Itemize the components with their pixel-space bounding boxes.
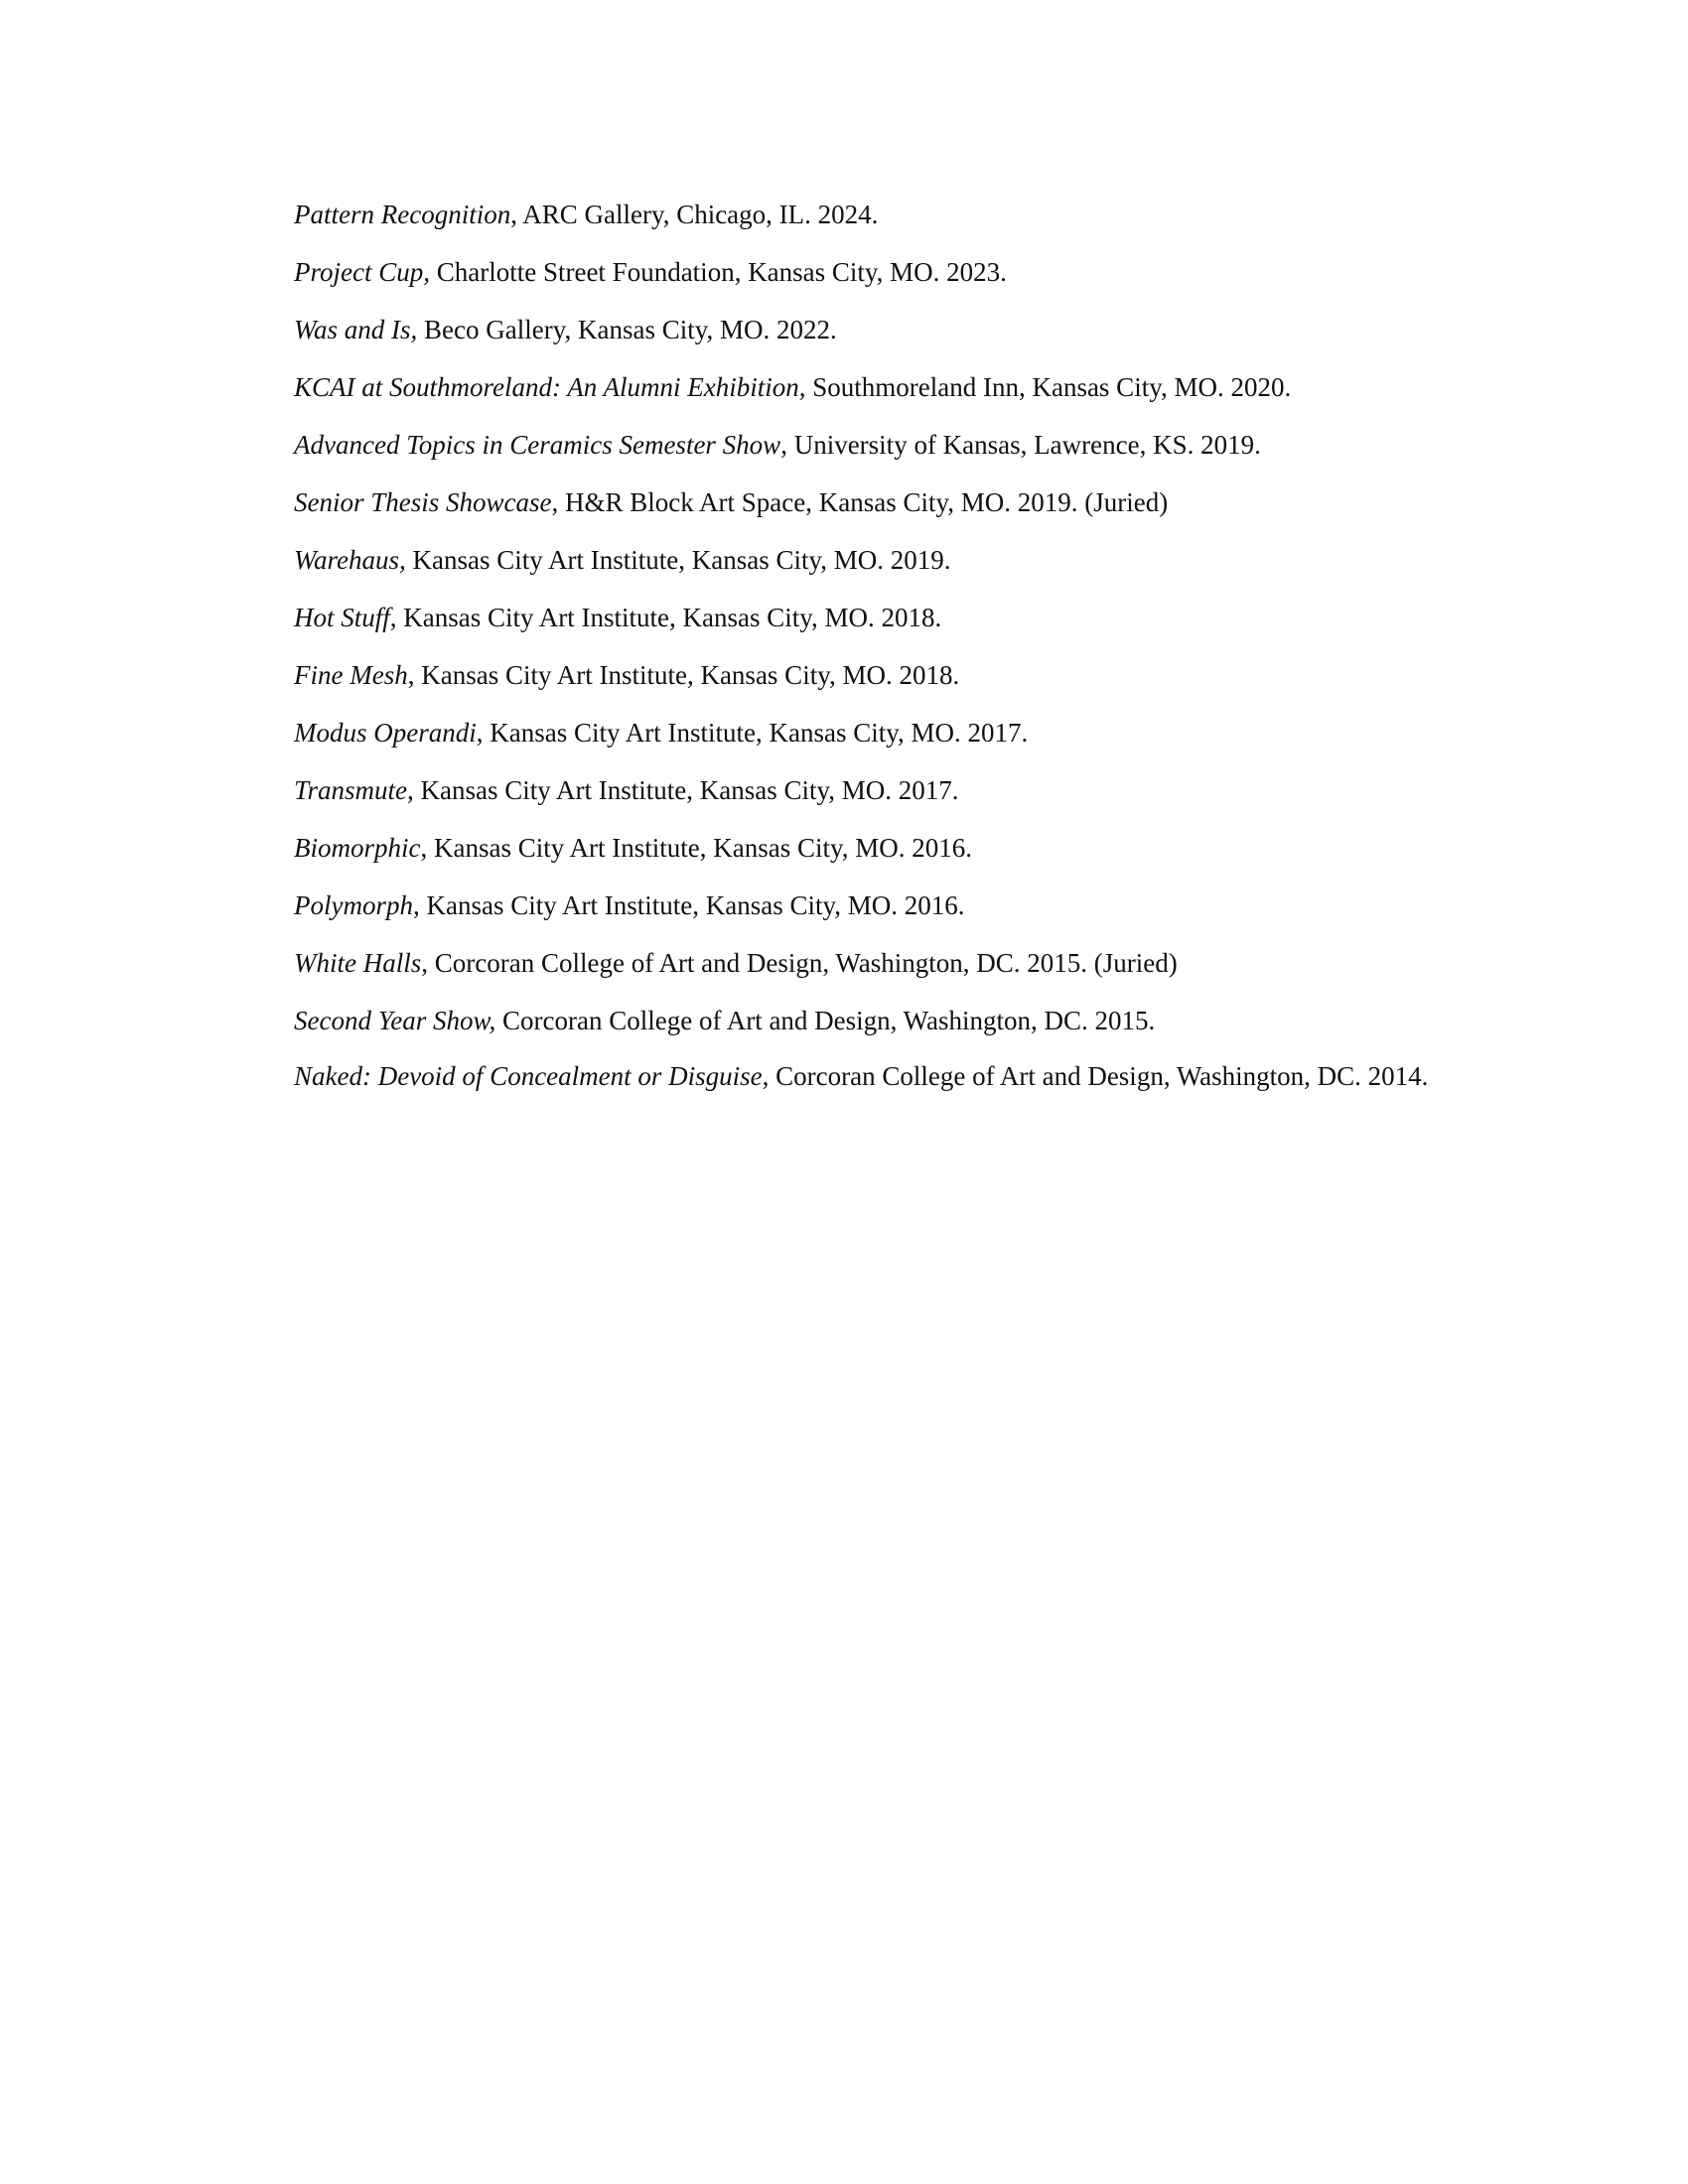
separator <box>495 1006 502 1035</box>
exhibition-title: Second Year Show, <box>294 1006 496 1035</box>
exhibition-title: Was and Is, <box>294 315 418 344</box>
separator: , <box>780 430 794 460</box>
exhibition-list <box>294 195 1466 1094</box>
exhibition-details: Southmoreland Inn, Kansas City, MO. 2020. <box>812 372 1292 402</box>
exhibition-details: Corcoran College of Art and Design, Washington, DC. 2015. <box>502 1006 1156 1035</box>
exhibition-title: Hot Stuff <box>294 603 390 632</box>
separator: , <box>421 948 435 978</box>
exhibition-title: Transmute <box>294 775 408 805</box>
exhibition-title: Naked: Devoid of Concealment or Disguise <box>294 1061 763 1091</box>
exhibition-details: Kansas City Art Institute, Kansas City, MO. 2016. <box>426 890 965 920</box>
list-item <box>294 1058 1466 1094</box>
exhibition-title: Project Cup, <box>294 257 430 287</box>
exhibition-title: Biomorphic <box>294 833 421 863</box>
list-item <box>294 598 1466 655</box>
list-item <box>294 886 1466 943</box>
list-item <box>294 195 1466 252</box>
exhibition-title: Modus Operandi <box>294 718 477 748</box>
separator <box>430 257 437 287</box>
separator: , <box>412 890 427 920</box>
list-item <box>294 655 1466 713</box>
exhibition-details: Charlotte Street Foundation, Kansas City, MO. 2023. <box>436 257 1007 287</box>
list-item <box>294 252 1466 310</box>
list-item <box>294 310 1466 367</box>
separator: , <box>551 487 565 517</box>
exhibition-title: Senior Thesis Showcase <box>294 487 552 517</box>
list-item <box>294 1001 1466 1058</box>
exhibition-title: KCAI at Southmoreland: An Alumni Exhibition, <box>294 372 806 402</box>
separator: , <box>389 603 404 632</box>
exhibition-details: Corcoran College of Art and Design, Washington, DC. 2015. (Juried) <box>434 948 1178 978</box>
exhibition-details: Beco Gallery, Kansas City, MO. 2022. <box>424 315 837 344</box>
exhibition-details: H&R Block Art Space, Kansas City, MO. 2019. (Juried) <box>565 487 1169 517</box>
exhibition-details: Kansas City Art Institute, Kansas City, MO. 2019. <box>412 545 951 575</box>
separator: , <box>407 775 421 805</box>
separator: , <box>762 1061 776 1091</box>
exhibition-details: Kansas City Art Institute, Kansas City, MO. 2018. <box>403 603 942 632</box>
exhibition-title: Fine Mesh <box>294 660 408 690</box>
exhibition-details: Kansas City Art Institute, Kansas City, MO. 2017. <box>490 718 1029 748</box>
separator: , <box>510 200 523 229</box>
exhibition-title: Pattern Recognition <box>294 200 511 229</box>
list-item <box>294 540 1466 598</box>
exhibition-details: University of Kansas, Lawrence, KS. 2019. <box>793 430 1261 460</box>
list-item <box>294 425 1466 482</box>
exhibition-details: ARC Gallery, Chicago, IL. 2024. <box>522 200 879 229</box>
separator: , <box>476 718 491 748</box>
exhibition-title: Advanced Topics in Ceramics Semester Show <box>294 430 781 460</box>
exhibition-details: Kansas City Art Institute, Kansas City, MO. 2016. <box>434 833 972 863</box>
list-item <box>294 943 1466 1001</box>
exhibition-title: Warehaus, <box>294 545 406 575</box>
exhibition-details: Kansas City Art Institute, Kansas City, MO. 2017. <box>420 775 959 805</box>
exhibition-title: Polymorph <box>294 890 413 920</box>
exhibition-title: White Halls <box>294 948 422 978</box>
list-item <box>294 770 1466 828</box>
list-item <box>294 367 1466 425</box>
list-item <box>294 828 1466 886</box>
exhibition-details: Corcoran College of Art and Design, Washington, DC. 2014. <box>775 1061 1429 1091</box>
separator: , <box>407 660 422 690</box>
separator <box>406 545 413 575</box>
list-item <box>294 713 1466 770</box>
separator: , <box>420 833 434 863</box>
exhibition-details: Kansas City Art Institute, Kansas City, MO. 2018. <box>421 660 960 690</box>
list-item <box>294 482 1466 540</box>
